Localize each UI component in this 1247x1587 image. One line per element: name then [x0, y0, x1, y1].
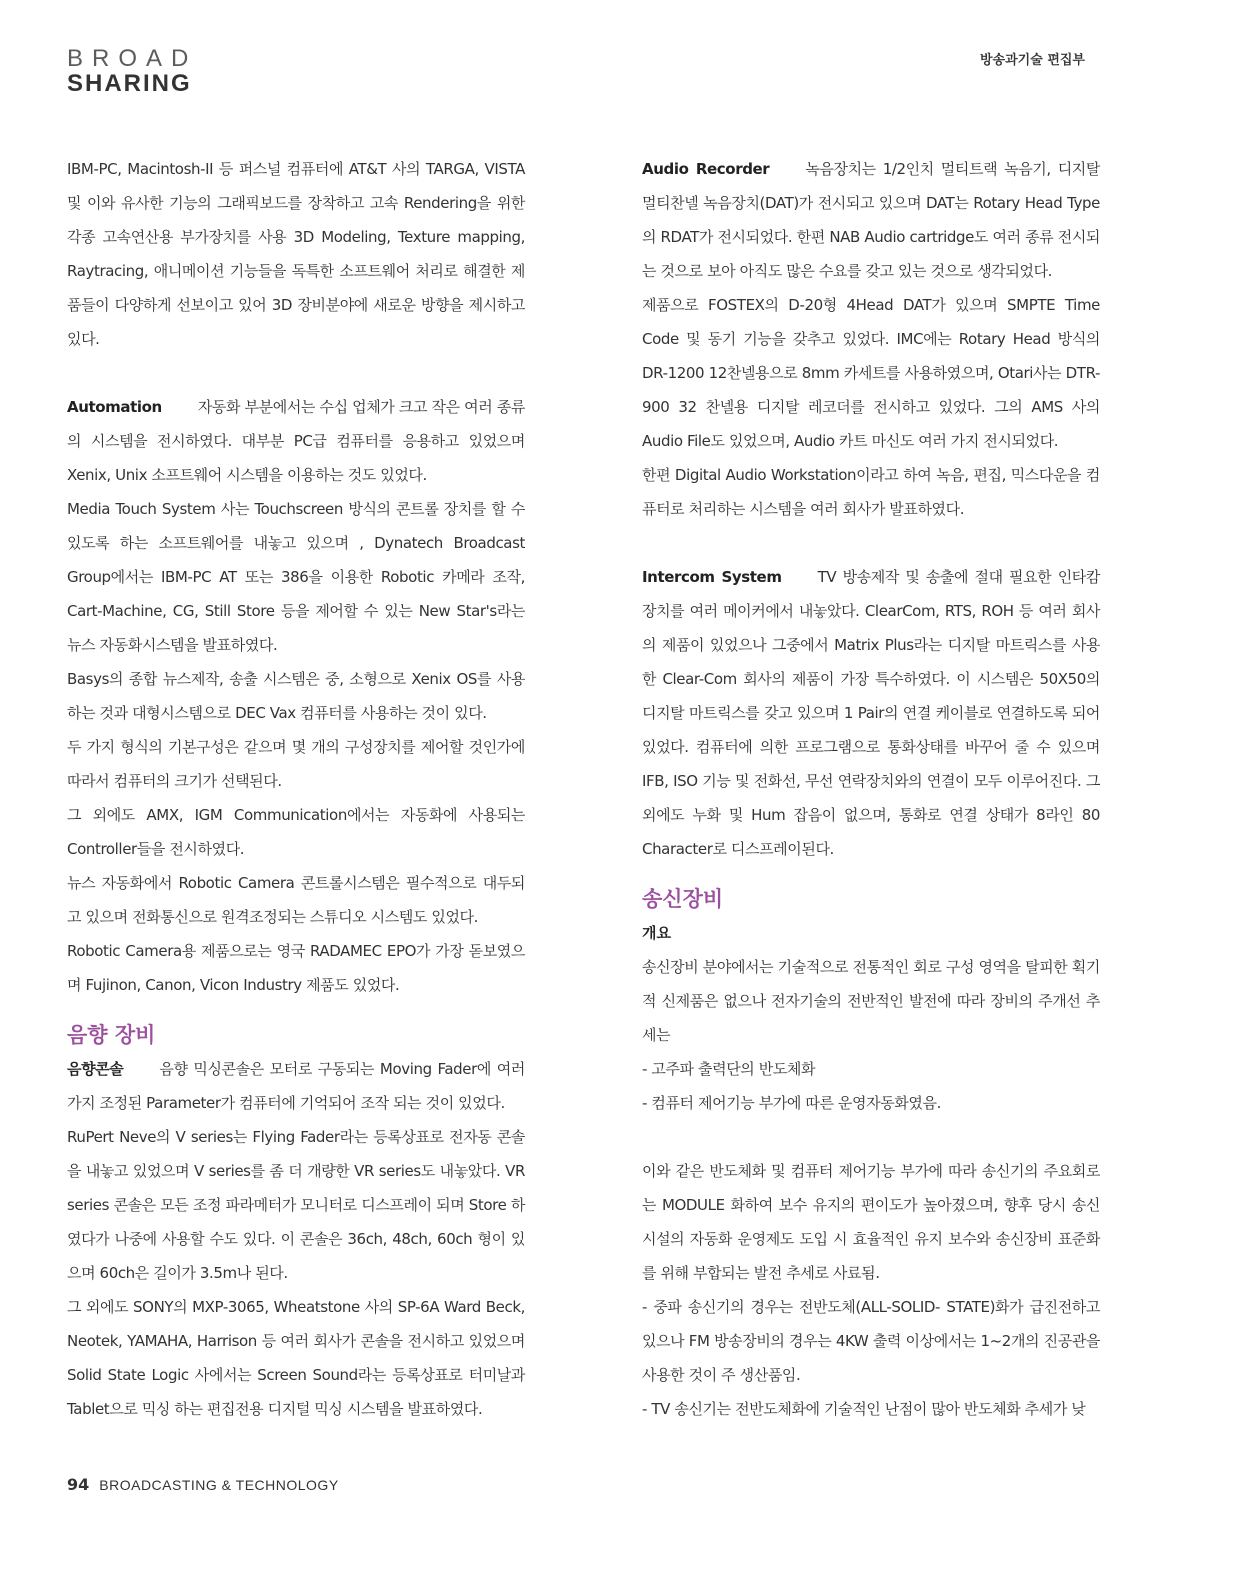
publication-name: BROADCASTING & TECHNOLOGY: [99, 1477, 339, 1493]
spacer: [642, 1120, 1100, 1154]
recorder-paragraph-3: 한편 Digital Audio Workstation이라고 하여 녹음, 편집, 믹스다운을 컴퓨터로 처리하는 시스템을 여러 회사가 발표하였다.: [642, 466, 1100, 518]
section-author: 방송과기술 편집부: [980, 53, 1085, 68]
automation-paragraph-5: 그 외에도 AMX, IGM Communication에서는 자동화에 사용되는 Controller들을 전시하였다.: [67, 806, 525, 858]
console-paragraph-2: RuPert Neve의 V series는 Flying Fader라는 등록상표로 전자동 콘솔을 내놓고 있었으며 V series를 좀 더 개량한 VR series도 내놓았다. VR series 콘솔은 모든 조정 파라메터가 모니터로 디스프레이 되며 Store 하였다가 나중에 사용할 수도 있다. 이 콘솔은 36ch, 48ch, 60ch 형이 있으며 60ch은 길이가 3.5m나 된다.: [67, 1128, 525, 1282]
left-column: [67, 152, 525, 1426]
transmitter-item-3: - 중파 송신기의 경우는 전반도체(ALL-SOLID- STATE)화가 급진전하고 있으나 FM 방송장비의 경우는 4KW 출력 이상에서는 1~2개의 진공관을 사용한 것이 주 생산품임.: [642, 1298, 1100, 1384]
spacer: [67, 1002, 525, 1018]
transmitter-section-title: 송신장비: [642, 887, 724, 911]
transmitter-item-1: - 고주파 출력단의 반도체화: [642, 1060, 816, 1078]
automation-paragraph-6: 뉴스 자동화에서 Robotic Camera 콘트롤시스템은 필수적으로 대두되고 있으며 전화통신으로 원격조정되는 스튜디오 시스템도 있었다.: [67, 874, 525, 926]
spacer: [67, 356, 525, 390]
spacer: [642, 526, 1100, 560]
recorder-lead: Audio Recorder: [642, 160, 770, 178]
recorder-paragraph: [642, 152, 1100, 288]
transmitter-paragraph-2: 이와 같은 반도체화 및 컴퓨터 제어기능 부가에 따라 송신기의 주요회로는 MODULE 화하여 보수 유지의 편이도가 높아졌으며, 향후 당시 송신시설의 자동화 운영제도 도입 시 효율적인 유지 보수와 송신장비 표준화를 위해 부합되는 발전 추세로 사료됨.: [642, 1162, 1100, 1282]
automation-paragraph-4: 두 가지 형식의 기본구성은 같으며 몇 개의 구성장치를 제어할 것인가에 따라서 컴퓨터의 크기가 선택된다.: [67, 738, 525, 790]
recorder-paragraph-2: 제품으로 FOSTEX의 D-20형 4Head DAT가 있으며 SMPTE Time Code 및 동기 기능을 갖추고 있었다. IMC에는 Rotary Head 방식의 DR-1200 12찬넬용으로 8mm 카세트를 사용하였으며, Otari사는 DTR-900 32 찬넬용 디지탈 레코더를 전시하고 있었다. 그의 AMS 사의 Audio File도 있었으며, Audio 카트 마신도 여러 가지 전시되었다.: [642, 296, 1100, 450]
recorder-text: 녹음장치는 1/2인치 멀티트랙 녹음기, 디지탈 멀티찬넬 녹음장치(DAT)가 전시되고 있으며 DAT는 Rotary Head Type의 RDAT가 전시되었다. 한편 NAB Audio cartridge도 여러 종류 전시되는 것으로 보아 아직도 많은 수요를 갖고 있는 것으로 생각되었다.: [642, 160, 1100, 280]
intercom-text: TV 방송제작 및 송출에 절대 필요한 인타캄 장치를 여러 메이커에서 내놓았다. ClearCom, RTS, ROH 등 여러 회사의 제품이 있었으나 그중에서 Matrix Plus라는 디지탈 마트릭스를 사용한 Clear-Com 회사의 제품이 가장 특수하였다. 이 시스템은 50X50의 디지탈 마트릭스를 갖고 있으며 1 Pair의 연결 케이블로 연결하도록 되어있었다. 컴퓨터에 의한 프로그램으로 통화상태를 바꾸어 줄 수 있으며 IFB, ISO 기능 및 전화선, 무선 연락장치와의 연결이 모두 이루어진다. 그 외에도 누화 및 Hum 잡음이 없으며, 통화로 연결 상태가 8라인 80 Character로 디스프레이된다.: [642, 568, 1100, 858]
audio-section-title: 음향 장비: [67, 1023, 156, 1047]
spacer: [642, 866, 1100, 882]
console-paragraph: [67, 1052, 525, 1120]
console-lead: 음향콘솔: [67, 1060, 124, 1078]
automation-lead: Automation: [67, 398, 162, 416]
automation-text: 자동화 부분에서는 수십 업체가 크고 작은 여러 종류의 시스템을 전시하였다. 대부분 PC급 컴퓨터를 응용하고 있었으며 Xenix, Unix 소프트웨어 시스템을 이용하는 것도 있었다.: [67, 398, 525, 484]
intro-paragraph: IBM-PC, Macintosh-II 등 퍼스널 컴퓨터에 AT&T 사의 TARGA, VISTA 및 이와 유사한 기능의 그래픽보드를 장착하고 고속 Rendering을 위한 각종 고속연산용 부가장치를 사용 3D Modeling, Texture mapping, Raytracing, 애니메이션 기능들을 독특한 소프트웨어 처리로 해결한 제품들이 다양하게 선보이고 있어 3D 장비분야에 새로운 방향을 제시하고 있다.: [67, 160, 525, 348]
automation-paragraph-2: Media Touch System 사는 Touchscreen 방식의 콘트롤 장치를 할 수 있도록 하는 소프트웨어를 내놓고 있으며 , Dynatech Broadcast Group에서는 IBM-PC AT 또는 386을 이용한 Robotic 카메라 조작, Cart-Machine, CG, Still Store 등을 제어할 수 있는 New Star's라는 뉴스 자동화시스템을 발표하였다.: [67, 500, 525, 654]
console-text: 음향 믹싱콘솔은 모터로 구동되는 Moving Fader에 여러 가지 조정된 Parameter가 컴퓨터에 기억되어 조작 되는 것이 있었다.: [67, 1060, 525, 1112]
automation-paragraph: [67, 390, 525, 492]
page-footer: [67, 1475, 339, 1494]
transmitter-item-2: - 컴퓨터 제어기능 부가에 따른 운영자동화였음.: [642, 1094, 941, 1112]
logo-bottom-word: SHARING: [67, 70, 192, 97]
automation-paragraph-3: Basys의 종합 뉴스제작, 송출 시스템은 중, 소형으로 Xenix OS를 사용하는 것과 대형시스템으로 DEC Vax 컴퓨터를 사용하는 것이 있다.: [67, 670, 525, 722]
transmitter-paragraph: 송신장비 분야에서는 기술적으로 전통적인 회로 구성 영역을 탈피한 획기적 신제품은 없으나 전자기술의 전반적인 발전에 따라 장비의 주개선 추세는: [642, 958, 1100, 1044]
automation-paragraph-7: Robotic Camera용 제품으로는 영국 RADAMEC EPO가 가장 돋보였으며 Fujinon, Canon, Vicon Industry 제품도 있었다.: [67, 942, 525, 994]
magazine-logo: [67, 47, 197, 97]
logo-top-word: BROAD: [67, 45, 198, 72]
console-paragraph-3: 그 외에도 SONY의 MXP-3065, Wheatstone 사의 SP-6A Ward Beck, Neotek, YAMAHA, Harrison 등 여러 회사가 콘솔을 전시하고 있었으며 Solid State Logic 사에서는 Screen Sound라는 등록상표로 터미날과 Tablet으로 믹싱 하는 편집전용 디지털 믹싱 시스템을 발표하였다.: [67, 1298, 525, 1418]
page-number: 94: [67, 1475, 90, 1494]
right-column: [642, 152, 1100, 1426]
intercom-paragraph: [642, 560, 1100, 866]
transmitter-item-4: - TV 송신기는 전반도체화에 기술적인 난점이 많아 반도체화 추세가 낮: [642, 1400, 1086, 1418]
overview-subtitle: 개요: [642, 924, 671, 942]
intercom-lead: Intercom System: [642, 568, 782, 586]
